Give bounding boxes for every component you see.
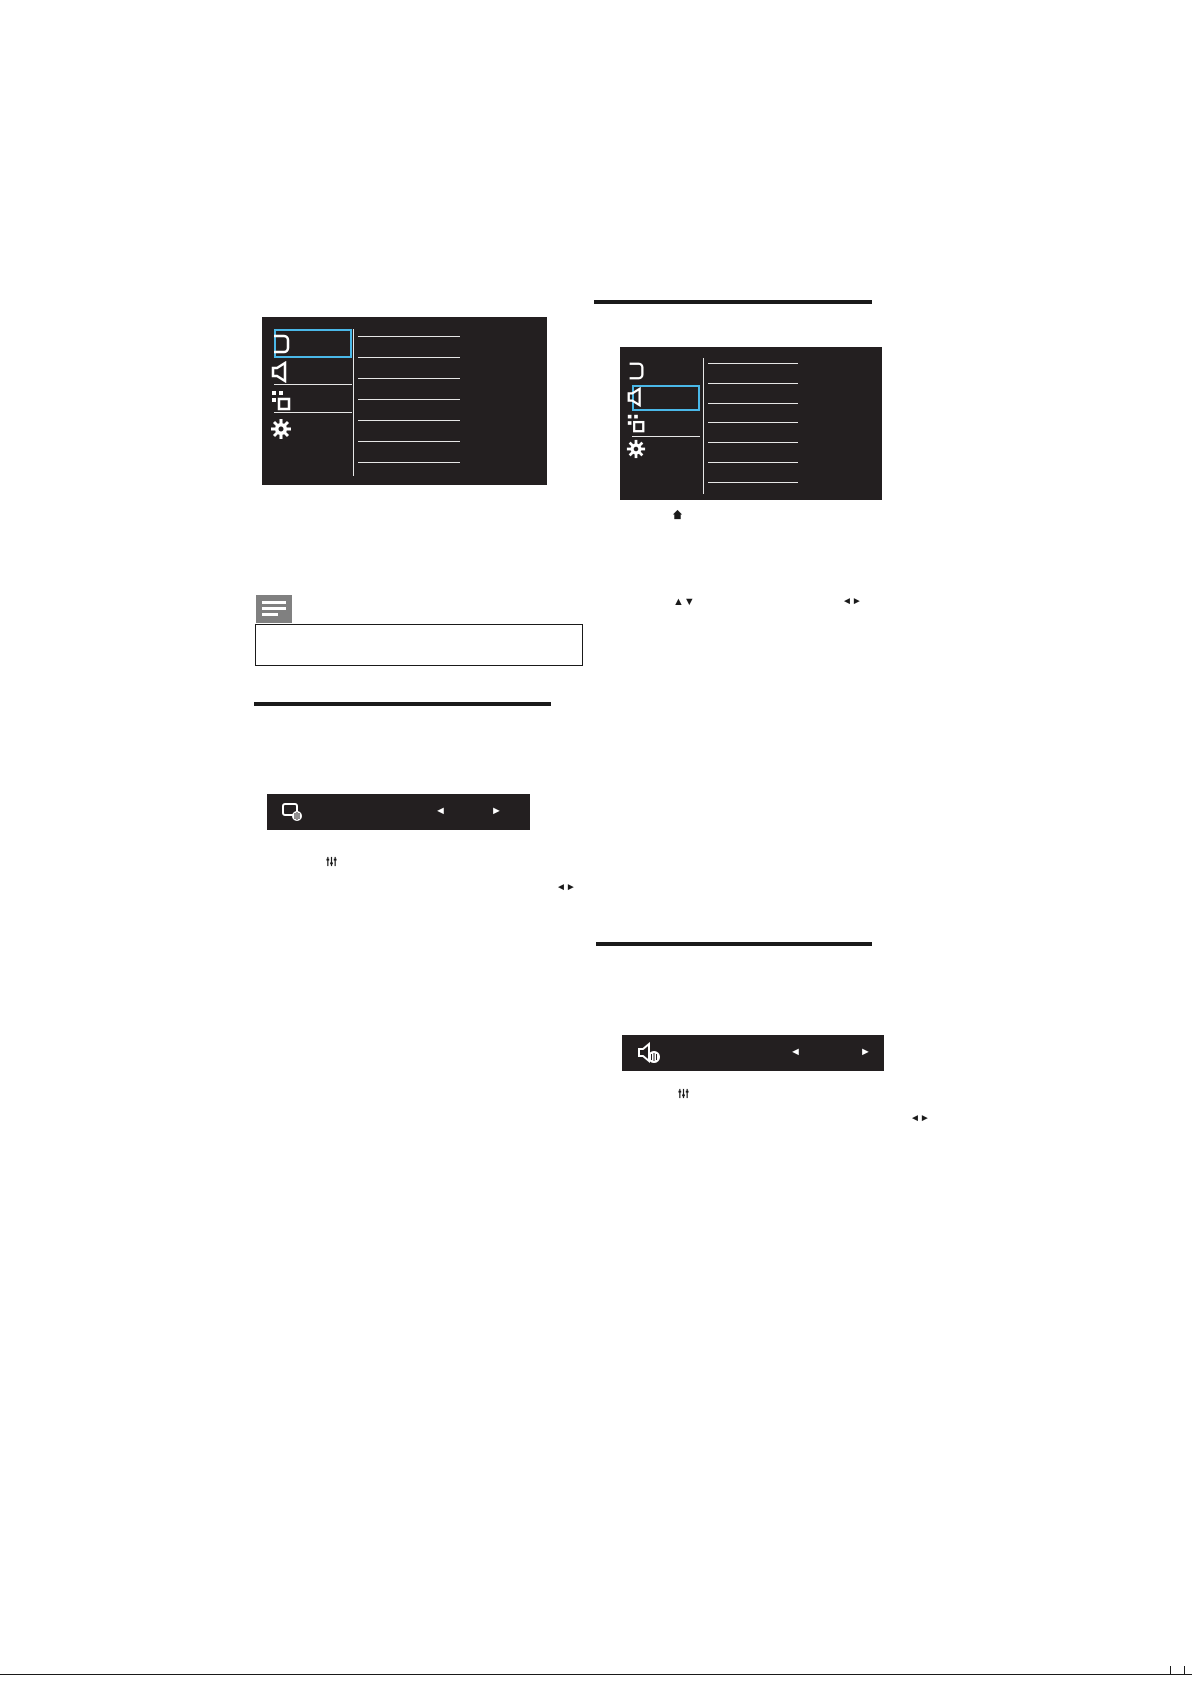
page-bottom-rule bbox=[0, 1674, 1192, 1675]
crop-mark bbox=[1170, 1666, 1171, 1674]
submenu-item[interactable] bbox=[708, 462, 798, 463]
menu-item-divider bbox=[632, 436, 700, 437]
menu-item-divider bbox=[274, 384, 352, 385]
submenu-item[interactable] bbox=[358, 357, 460, 358]
up-down-arrows-icon: ▲▼ bbox=[673, 596, 695, 608]
menu-separator bbox=[353, 329, 354, 476]
submenu-item[interactable] bbox=[358, 441, 460, 442]
left-right-arrows-icon: ◄► bbox=[910, 1113, 930, 1124]
submenu-item[interactable] bbox=[708, 363, 798, 364]
submenu-item[interactable] bbox=[358, 462, 460, 463]
note-box bbox=[255, 624, 583, 666]
submenu-item[interactable] bbox=[358, 399, 460, 400]
left-arrow-button[interactable]: ◄ bbox=[435, 805, 446, 817]
submenu-item[interactable] bbox=[358, 378, 460, 379]
submenu-item[interactable] bbox=[358, 420, 460, 421]
left-right-arrows-icon: ◄► bbox=[842, 596, 862, 607]
picture-format-icon bbox=[281, 802, 305, 822]
tv-menu-panel-left bbox=[262, 317, 547, 485]
right-arrow-button[interactable]: ► bbox=[491, 805, 502, 817]
settings-icon[interactable] bbox=[626, 439, 646, 459]
submenu-item[interactable] bbox=[708, 482, 798, 483]
picture-icon[interactable] bbox=[626, 387, 646, 407]
source-icon[interactable] bbox=[270, 333, 292, 355]
section-rule bbox=[254, 702, 551, 706]
home-icon bbox=[672, 509, 683, 520]
right-arrow-button[interactable]: ► bbox=[860, 1046, 871, 1058]
settings-icon[interactable] bbox=[270, 418, 292, 440]
adjust-icon bbox=[678, 1088, 689, 1099]
sound-icon bbox=[636, 1041, 662, 1065]
submenu-item[interactable] bbox=[708, 442, 798, 443]
tv-menu-panel-right bbox=[620, 347, 882, 500]
crop-mark bbox=[1184, 1666, 1185, 1674]
picture-icon[interactable] bbox=[270, 361, 292, 383]
submenu-item[interactable] bbox=[708, 422, 798, 423]
submenu-item[interactable] bbox=[708, 403, 798, 404]
source-icon[interactable] bbox=[626, 361, 646, 381]
section-rule bbox=[594, 300, 872, 304]
apps-icon[interactable] bbox=[626, 413, 646, 433]
adjust-icon bbox=[326, 856, 337, 867]
submenu-item[interactable] bbox=[708, 383, 798, 384]
sound-bar bbox=[622, 1035, 884, 1071]
apps-icon[interactable] bbox=[270, 389, 292, 411]
section-rule bbox=[596, 942, 872, 946]
menu-separator bbox=[703, 358, 704, 494]
menu-item-divider bbox=[274, 412, 352, 413]
note-icon bbox=[256, 595, 292, 623]
note-tab bbox=[256, 595, 292, 623]
submenu-item[interactable] bbox=[358, 336, 460, 337]
left-right-arrows-icon: ◄► bbox=[556, 882, 576, 893]
picture-format-bar bbox=[267, 794, 530, 830]
left-arrow-button[interactable]: ◄ bbox=[790, 1046, 801, 1058]
